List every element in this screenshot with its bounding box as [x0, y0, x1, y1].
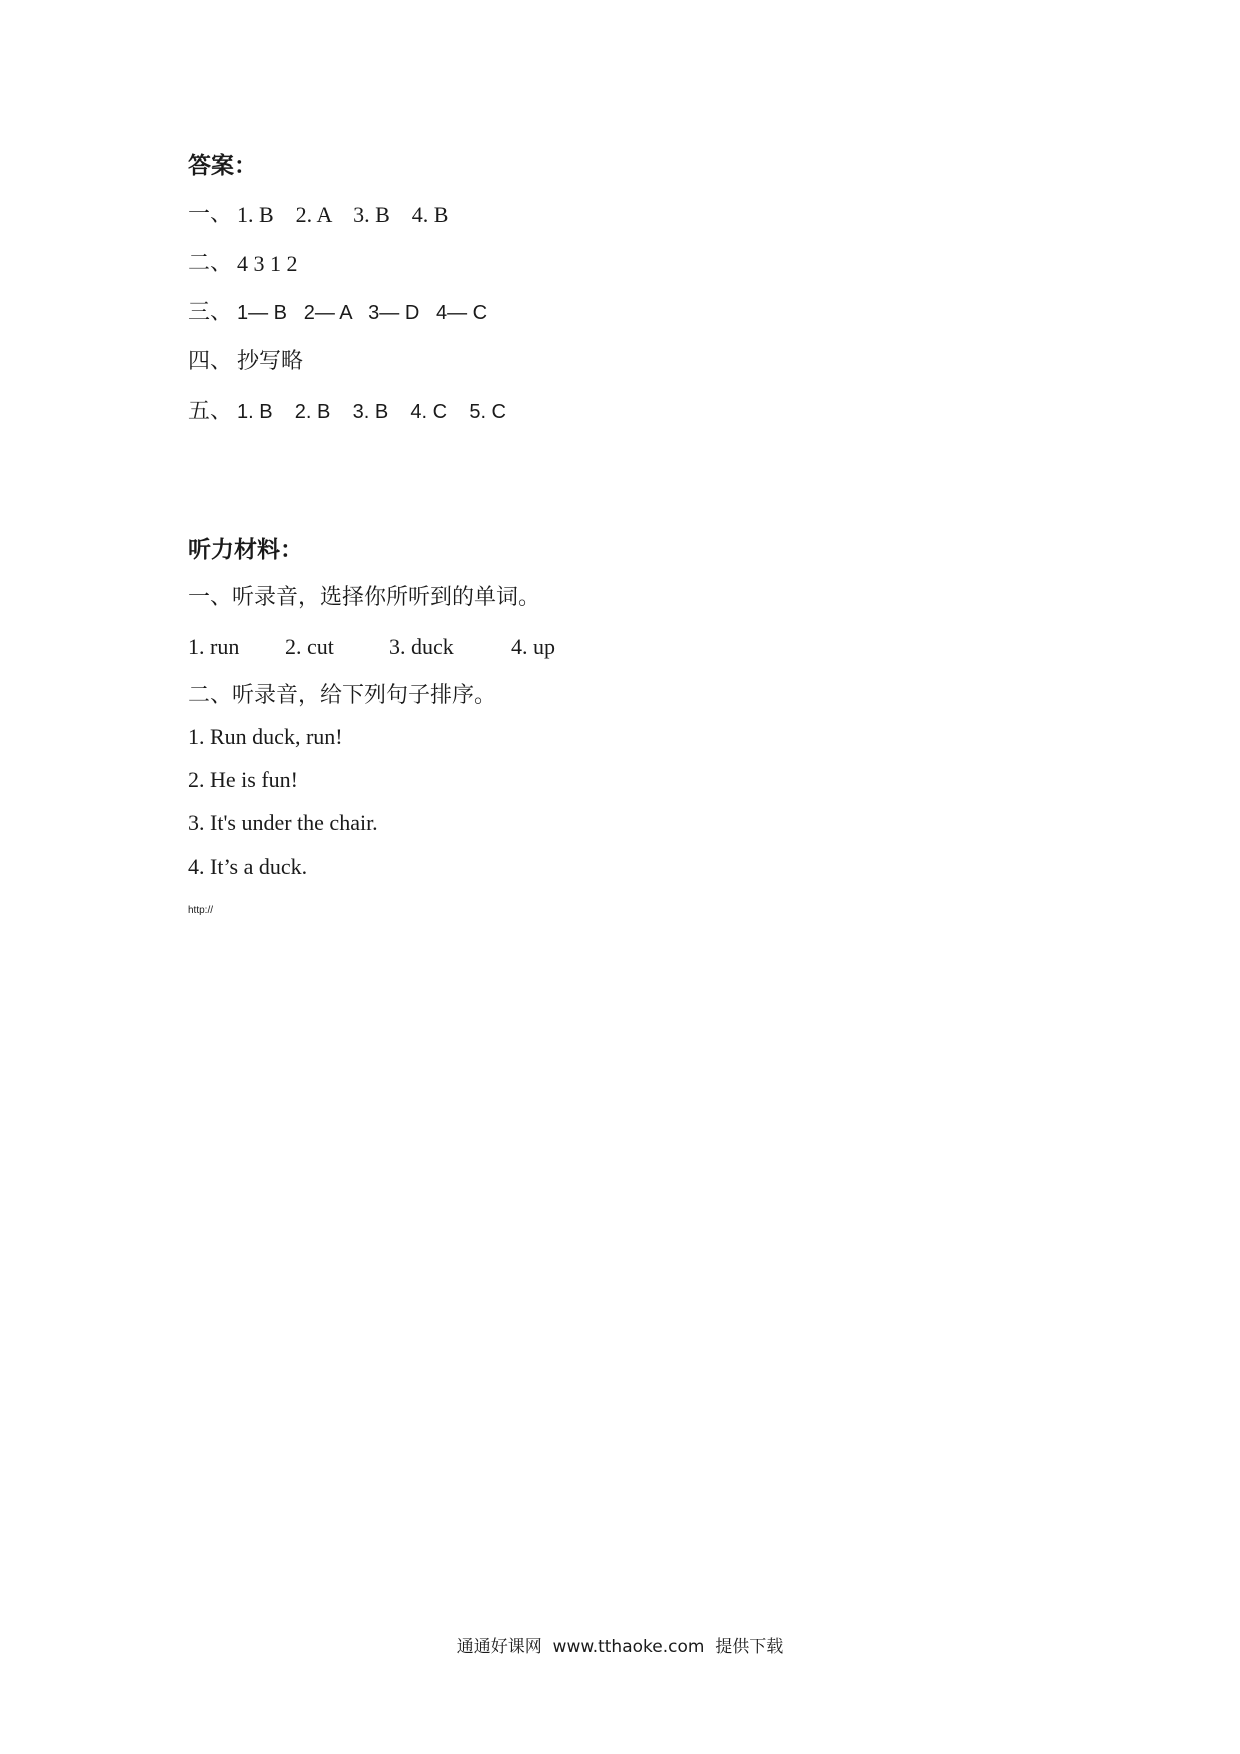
answer-5-text: 1. B 2. B 3. B 4. C 5. C	[237, 401, 506, 423]
listening-word: 3. duck	[389, 634, 454, 659]
answer-2-text: 4 3 1 2	[237, 251, 298, 276]
listening-sentence: 3. It's under the chair.	[188, 810, 378, 835]
answer-3-text: 1— B 2— A 3— D 4— C	[237, 302, 488, 324]
listening-sentence: 4. It’s a duck.	[188, 854, 308, 879]
answer-2-prefix: 二、	[188, 251, 233, 276]
listening-heading: 听力材料：	[188, 537, 303, 563]
answer-4-text: 抄写略	[237, 349, 304, 374]
listening-sentence: 2. He is fun!	[188, 767, 298, 792]
listening-word: 1. run	[188, 634, 240, 659]
answer-4-prefix: 四、	[188, 349, 233, 374]
listening-word: 2. cut	[285, 634, 334, 659]
listening-sentence: 1. Run duck, run!	[188, 724, 343, 749]
answer-3-prefix: 三、	[188, 300, 233, 325]
answers-heading: 答案：	[188, 153, 257, 179]
answer-1-prefix: 一、	[188, 202, 233, 227]
listening-section2-title: 二、听录音，给下列句子排序。	[188, 683, 497, 708]
answer-5-prefix: 五、	[188, 399, 233, 424]
listening-word: 4. up	[511, 634, 555, 659]
url-stub: http://	[188, 905, 214, 916]
answer-1-text: 1. B 2. A 3. B 4. B	[237, 202, 449, 227]
listening-section1-title: 一、听录音，选择你所听到的单词。	[188, 585, 541, 610]
footer-credit: 通通好课网 www.tthaoke.com 提供下载	[456, 1637, 784, 1657]
